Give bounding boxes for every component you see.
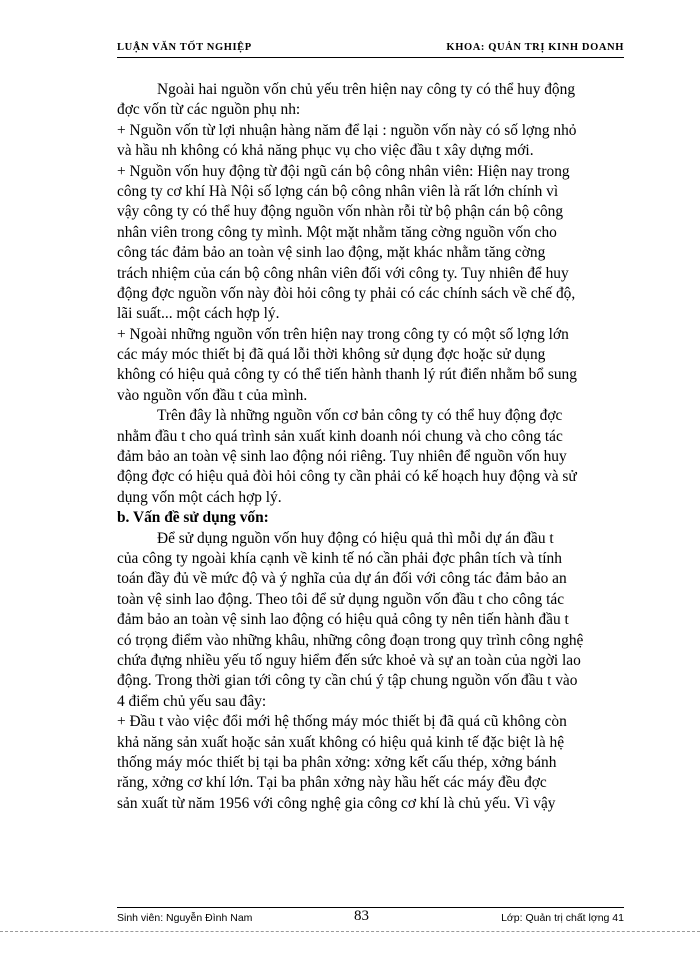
document-body bbox=[117, 80, 620, 814]
text-line: + Đầu t vào việc đổi mới hệ thống máy móc thiết bị đã quá cũ không còn bbox=[117, 713, 567, 731]
text-line: công tác đảm bảo an toàn vệ sinh lao động, mặt khác nhằm tăng cờng bbox=[117, 244, 546, 262]
text-line: toàn vệ sinh lao động. Theo tôi để sử dụng nguồn vốn đầu t cho công tác bbox=[117, 590, 565, 608]
text-line: + Ngoài những nguồn vốn trên hiện nay trong công ty có một số lợng lớn bbox=[117, 325, 569, 343]
text-line: 4 điểm chủ yếu sau đây: bbox=[117, 692, 267, 710]
text-line: sản xuất từ năm 1956 với công nghệ gia công cơ khí là chủ yếu. Vì vậy bbox=[117, 794, 556, 812]
header-faculty: KHOA: QUẢN TRỊ KINH DOANH bbox=[446, 42, 624, 53]
text-line: và hầu nh không có khả năng phục vụ cho việc đầu t xây dựng mới. bbox=[117, 142, 534, 160]
header-divider bbox=[117, 57, 624, 58]
text-line: + Nguồn vốn huy động từ đội ngũ cán bộ công nhân viên: Hiện nay trong bbox=[117, 162, 570, 180]
text-line: động. Trong thời gian tới công ty cần chú ý tập chung nguồn vốn đầu t vào bbox=[117, 672, 578, 690]
text-line: của công ty ngoài khía cạnh về kinh tế nó cần phải đợc phân tích và tính bbox=[117, 549, 562, 567]
text-line: toán đầy đủ về mức độ và ý nghĩa của dự án đối với công tác đảm bảo an bbox=[117, 570, 567, 588]
section-heading: b. Vấn đề sử dụng vốn: bbox=[117, 509, 269, 527]
text-line: răng, xởng cơ khí lớn. Tại ba phân xởng này hầu hết các máy đều đợc bbox=[117, 774, 547, 792]
text-line: Ngoài hai nguồn vốn chủ yếu trên hiện nay công ty có thể huy động bbox=[157, 81, 576, 98]
text-line: đợc vốn từ các nguồn phụ nh: bbox=[117, 101, 301, 119]
header-thesis-title: LUẬN VĂN TỐT NGHIỆP bbox=[117, 42, 252, 53]
text-line: thống máy móc thiết bị tại ba phân xởng: xởng kết cấu thép, xởng bánh bbox=[117, 753, 557, 771]
text-line: dụng vốn một cách hợp lý. bbox=[117, 488, 282, 506]
text-line: chứa đựng nhiều yếu tố nguy hiểm đến sức khoẻ và sự an toàn của ngời lao bbox=[117, 651, 581, 669]
text-line: các máy móc thiết bị đã quá lỗi thời không sử dụng đợc hoặc sử dụng bbox=[117, 346, 546, 364]
text-line: Trên đây là những nguồn vốn cơ bản công ty có thể huy động đợc bbox=[157, 407, 563, 425]
page-number: 83 bbox=[354, 908, 369, 924]
text-line: động đợc có hiệu quả đòi hỏi công ty cần phải có kế hoạch huy động và sử bbox=[117, 468, 577, 486]
footer-divider bbox=[117, 907, 624, 908]
text-line: có trọng điểm vào những khâu, những công đoạn trong quy trình công nghệ bbox=[117, 631, 584, 649]
text-line: động đợc nguồn vốn này đòi hỏi công ty phải có các chính sách về chế độ, bbox=[117, 284, 576, 302]
page-footer bbox=[117, 908, 624, 928]
text-line: lãi suất... một cách hợp lý. bbox=[117, 305, 280, 323]
text-line: không có hiệu quả công ty có thể tiến hành thanh lý rút điển nhằm bổ sung bbox=[117, 366, 577, 384]
page-break-divider bbox=[0, 931, 700, 932]
text-line: + Nguồn vốn từ lợi nhuận hàng năm để lại : nguồn vốn này có số lợng nhỏ bbox=[117, 121, 577, 139]
text-line: đảm bảo an toàn vệ sinh lao động nói riêng. Tuy nhiên để nguồn vốn huy bbox=[117, 448, 567, 466]
footer-student-name: Sinh viên: Nguyễn Đình Nam bbox=[117, 912, 253, 924]
text-line: vào nguồn vốn đầu t của mình. bbox=[117, 386, 308, 404]
text-line: nhân viên trong công ty mình. Một mặt nhằm tăng cờng nguồn vốn cho bbox=[117, 223, 557, 241]
text-line: Để sử dụng nguồn vốn huy động có hiệu quả thì mỗi dự án đầu t bbox=[157, 529, 554, 547]
text-line: vậy công ty có thể huy động nguồn vốn nhàn rỗi từ bộ phận cán bộ công bbox=[117, 203, 564, 221]
text-line: nhằm đầu t cho quá trình sản xuất kinh doanh nói chung và cho công tác bbox=[117, 427, 563, 445]
text-line: công ty cơ khí Hà Nội số lợng cán bộ công nhân viên là rất lớn chính vì bbox=[117, 182, 559, 200]
text-line: đảm bảo an toàn vệ sinh lao động có hiệu quả công ty nên tiến hành đầu t bbox=[117, 611, 569, 629]
text-line: khả năng sản xuất hoặc sản xuất không có hiệu quả kinh tế đặc biệt là hệ bbox=[117, 733, 565, 751]
footer-class: Lớp: Quản trị chất lợng 41 bbox=[501, 912, 624, 924]
text-line: trách nhiệm của cán bộ công nhân viên đối với công ty. Tuy nhiên để huy bbox=[117, 264, 569, 282]
